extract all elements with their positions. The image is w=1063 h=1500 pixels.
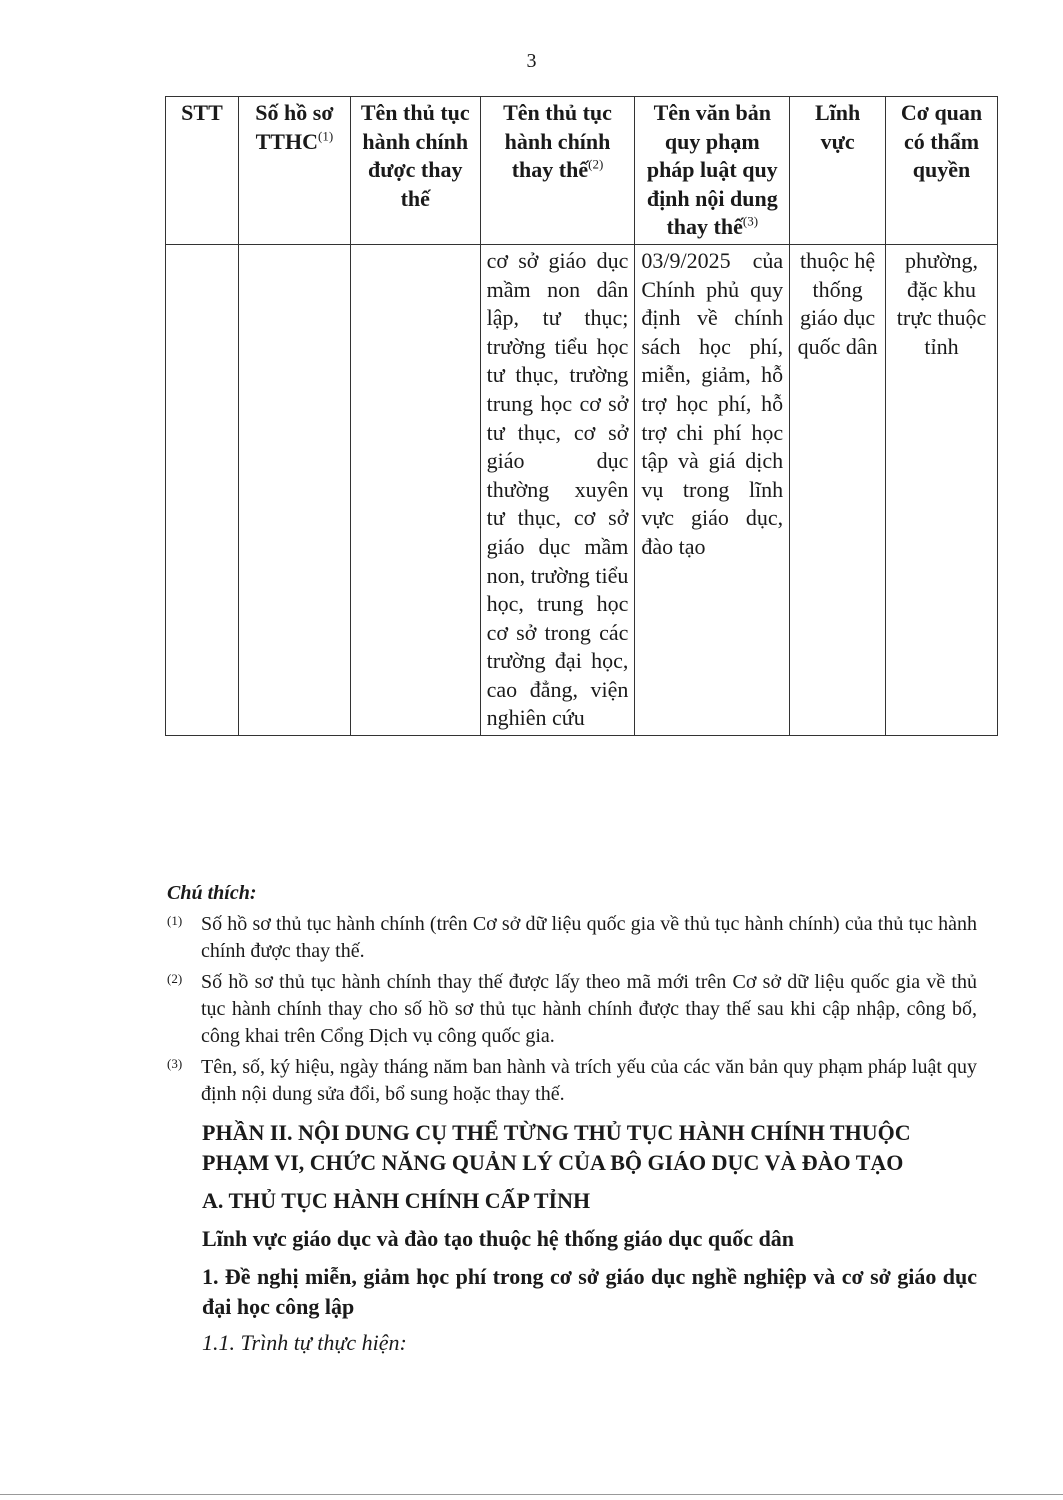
header-ten-duoc-thay-the: Tên thủ tục hành chính được thay thế — [350, 97, 480, 245]
cell-stt — [166, 244, 239, 735]
footer-divider — [0, 1494, 1063, 1495]
header-linh-vuc: Lĩnh vực — [790, 97, 886, 245]
page-number: 3 — [526, 50, 537, 72]
section-content — [202, 1118, 977, 1358]
procedure-table — [165, 96, 998, 736]
header-stt: STT — [166, 97, 239, 245]
field-title: Lĩnh vực giáo dục và đào tạo thuộc hệ thống giáo dục quốc dân — [202, 1226, 795, 1251]
header-van-ban: Tên văn bản quy phạm pháp luật quy định nội dung thay thế$^{(3)}$ — [635, 97, 790, 245]
footnote-text: Số hồ sơ thủ tục hành chính (trên Cơ sở dữ liệu quốc gia về thủ tục hành chính) của thủ tục hành chính được thay thế. — [201, 913, 977, 962]
footnote-text: Số hồ sơ thủ tục hành chính thay thế được lấy theo mã mới trên Cơ sở dữ liệu quốc gia về thủ tục hành chính thay cho số hồ sơ thủ tục hành chính được thay thế sau khi cập nhập, công bố, công khai trên Cổng Dịch vụ công quốc gia. — [201, 971, 977, 1047]
procedure-title: 1. Đề nghị miễn, giảm học phí trong cơ sở giáo dục nghề nghiệp và cơ sở giáo dục đại học công lập — [202, 1264, 977, 1319]
footnote-3 — [167, 1054, 977, 1108]
footnote-2 — [167, 969, 977, 1050]
section-a-title: A. THỦ TỤC HÀNH CHÍNH CẤP TỈNH — [202, 1188, 591, 1213]
cell-co-quan: phường, đặc khu trực thuộc tỉnh — [886, 244, 998, 735]
part-title: PHẦN II. NỘI DUNG CỤ THỂ TỪNG THỦ TỤC HÀNH CHÍNH THUỘC PHẠM VI, CHỨC NĂNG QUẢN LÝ CỦA BỘ GIÁO DỤC VÀ ĐÀO TẠO — [202, 1120, 911, 1175]
header-so-ho-so: Số hồ sơ TTHC$^{(1)}$ — [238, 97, 350, 245]
header-ten-thay-the: Tên thủ tục hành chính thay thế$^{(2)}$ — [480, 97, 635, 245]
footnotes — [167, 880, 977, 1112]
cell-ten-thay-the: cơ sở giáo dục mầm non dân lập, tư thục; trường tiểu học tư thục, trường trung học cơ sở tư thục, cơ sở giáo dục thường xuyên tư thục, cơ sở giáo dục mầm non, trường tiểu học, trung học cơ sở trong các trường đại học, cao đẳng, viện nghiên cứu — [480, 244, 635, 735]
footnote-1 — [167, 911, 977, 965]
footnote-marker: (2) — [167, 971, 183, 986]
cell-ten-duoc-thay-the — [350, 244, 480, 735]
header-co-quan: Cơ quan có thẩm quyền — [886, 97, 998, 245]
cell-so-ho-so — [238, 244, 350, 735]
subsection-title: 1.1. Trình tự thực hiện: — [202, 1330, 407, 1355]
footnote-marker: (1) — [167, 913, 183, 928]
footnote-marker: (3) — [167, 1056, 183, 1071]
footnote-text: Tên, số, ký hiệu, ngày tháng năm ban hành và trích yếu của các văn bản quy phạm pháp luật quy định nội dung sửa đổi, bổ sung hoặc thay thế. — [201, 1056, 977, 1105]
cell-linh-vuc: thuộc hệ thống giáo dục quốc dân — [790, 244, 886, 735]
cell-van-ban: 03/9/2025 của Chính phủ quy định về chính sách học phí, miễn, giảm, hỗ trợ học phí, hỗ trợ chi phí học tập và giá dịch vụ trong lĩnh vực giáo dục, đào tạo — [635, 244, 790, 735]
table-row — [166, 244, 998, 735]
table-header-row — [166, 97, 998, 245]
footnotes-title: Chú thích: — [167, 882, 257, 904]
